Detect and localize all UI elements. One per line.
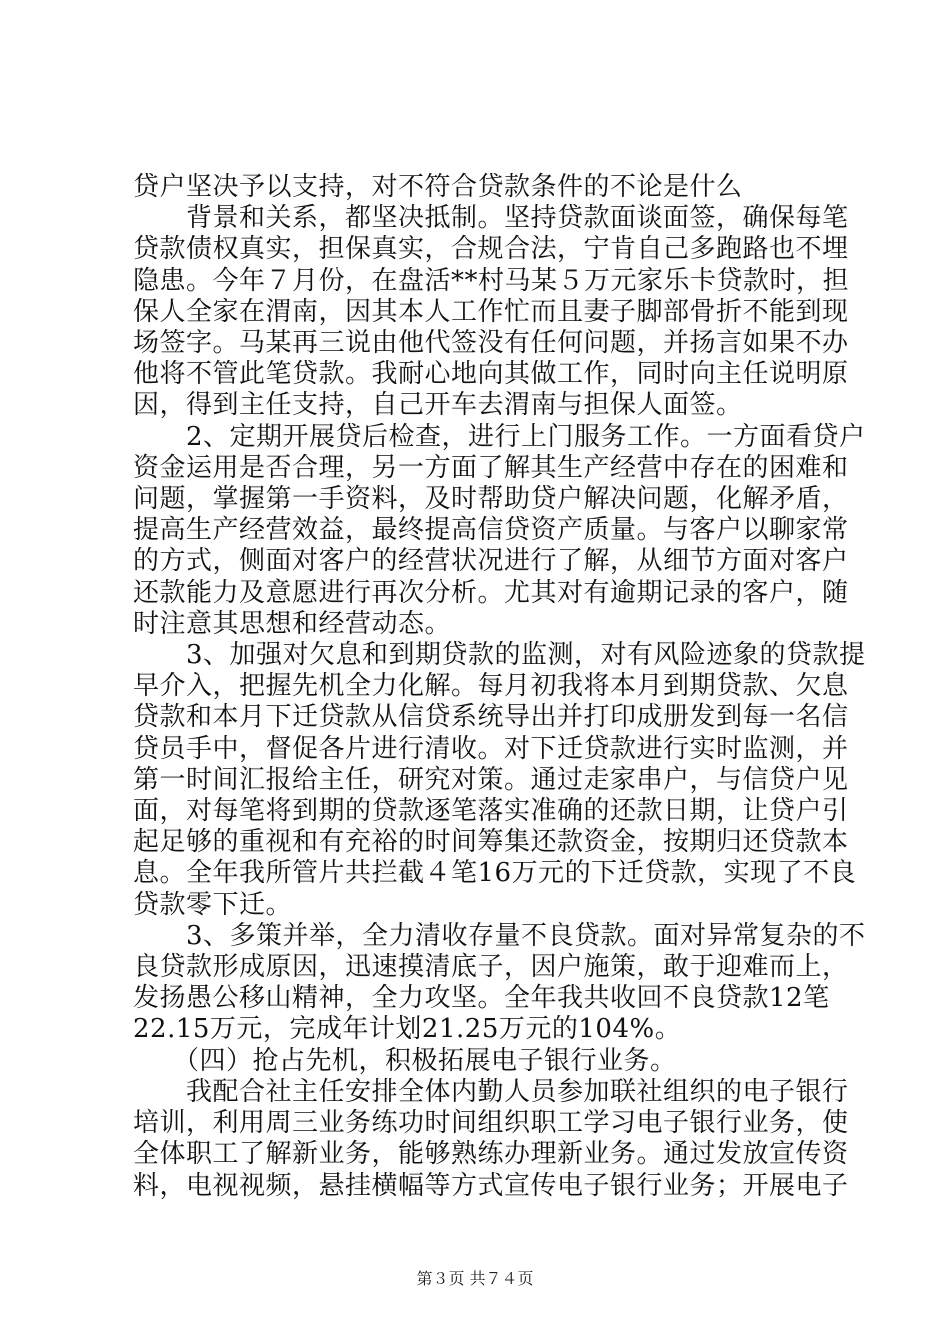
text-line: 问题，掌握第一手资料，及时帮助贷户解决问题，化解矛盾， — [133, 484, 849, 515]
text-line: 起足够的重视和有充裕的时间筹集还款资金，按期归还贷款本 — [133, 827, 849, 858]
text-line: 3、多策并举，全力清收存量不良贷款。面对异常复杂的不 — [133, 920, 866, 951]
document-body — [133, 172, 866, 1202]
text-line: 贷款债权真实，担保真实，合规合法，宁肯自己多跑路也不埋 — [133, 234, 849, 265]
text-line: 3、加强对欠息和到期贷款的监测，对有风险迹象的贷款提 — [133, 640, 866, 671]
text-line: 贷款零下迁。 — [133, 889, 293, 920]
text-line: 良贷款形成原因，迅速摸清底子，因户施策，敢于迎难而上， — [133, 952, 849, 983]
text-line: 他将不管此笔贷款。我耐心地向其做工作，同时向主任说明原 — [133, 359, 849, 390]
text-line: 2、定期开展贷后检查，进行上门服务工作。一方面看贷户 — [133, 421, 866, 452]
text-line: 资金运用是否合理，另一方面了解其生产经营中存在的困难和 — [133, 452, 849, 483]
text-line: 第一时间汇报给主任，研究对策。通过走家串户，与信贷户见 — [133, 764, 849, 795]
text-line: 因，得到主任支持，自己开车去渭南与担保人面签。 — [133, 390, 743, 421]
text-line: 场签字。马某再三说由他代签没有任何问题，并扬言如果不办 — [133, 328, 849, 359]
text-line: 背景和关系，都坚决抵制。坚持贷款面谈面签，确保每笔 — [133, 203, 849, 234]
text-line: 的方式，侧面对客户的经营状况进行了解，从细节方面对客户 — [133, 546, 849, 577]
text-line: 保人全家在渭南，因其本人工作忙而且妻子脚部骨折不能到现 — [133, 296, 849, 327]
text-line: 时注意其思想和经营动态。 — [133, 608, 452, 639]
text-line: 还款能力及意愿进行再次分析。尤其对有逾期记录的客户，随 — [133, 577, 849, 608]
text-line: 面，对每笔将到期的贷款逐笔落实准确的还款日期，让贷户引 — [133, 796, 849, 827]
text-line: 早介入，把握先机全力化解。每月初我将本月到期贷款、欠息 — [133, 671, 849, 702]
text-line: 隐患。今年７月份，在盘活**村马某５万元家乐卡贷款时，担 — [133, 265, 850, 296]
page-footer: 第３页 共７４页 — [416, 1269, 534, 1288]
text-line: 我配合社主任安排全体内勤人员参加联社组织的电子银行 — [133, 1076, 849, 1107]
text-line: 料，电视视频，悬挂横幅等方式宣传电子银行业务；开展电子 — [133, 1170, 849, 1201]
text-line: 贷员手中，督促各片进行清收。对下迁贷款进行实时监测，并 — [133, 733, 849, 764]
text-line: 发扬愚公移山精神，全力攻坚。全年我共收回不良贷款12笔 — [133, 983, 830, 1014]
text-line: （四）抢占先机，积极拓展电子银行业务。 — [133, 1045, 677, 1076]
text-line: 全体职工了解新业务，能够熟练办理新业务。通过发放宣传资 — [133, 1139, 849, 1170]
text-line: 贷款和本月下迁贷款从信贷系统导出并打印成册发到每一名信 — [133, 702, 849, 733]
text-line: 22.15万元，完成年计划21.25万元的104%。 — [133, 1014, 682, 1045]
text-line: 培训，利用周三业务练功时间组织职工学习电子银行业务，使 — [133, 1108, 849, 1139]
text-line: 提高生产经营效益，最终提高信贷资产质量。与客户以聊家常 — [133, 515, 849, 546]
text-line: 息。全年我所管片共拦截４笔16万元的下迁贷款，实现了不良 — [133, 858, 857, 889]
text-line: 贷户坚决予以支持，对不符合贷款条件的不论是什么 — [133, 172, 743, 202]
